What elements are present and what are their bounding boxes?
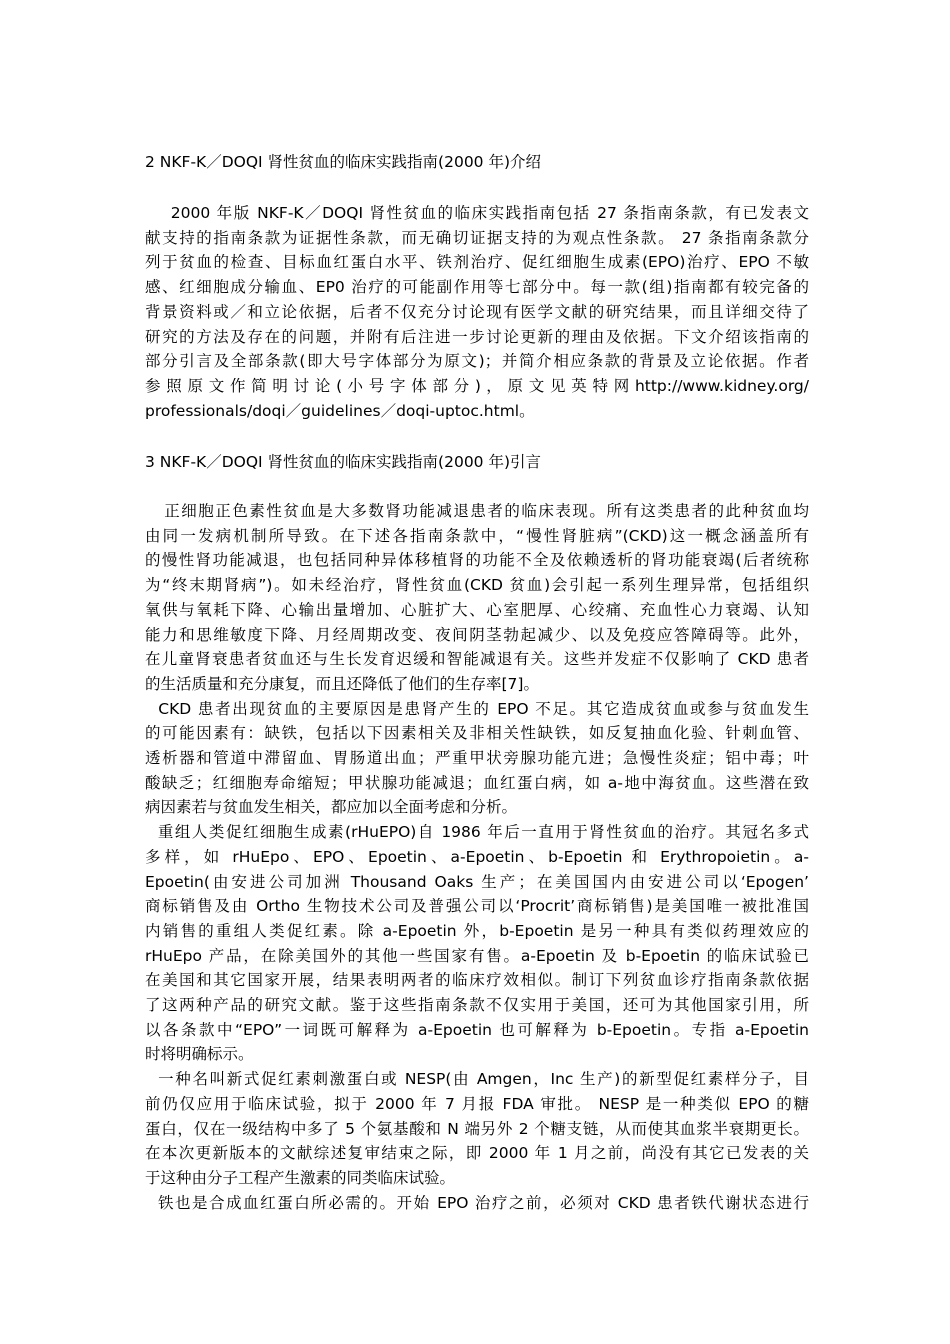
text-line: 前仍仅应用于临床试验，拟于 2000 年 7 月报 FDA 审批。 NESP 是一种类似 EPO 的糖	[145, 1094, 809, 1113]
text-line: 列于贫血的检查、目标血红蛋白水平、铁剂治疗、促红细胞生成素(EPO)治疗、EPO 不敏	[145, 253, 809, 272]
text-line: 商标销售及由 Ortho 生物技术公司及普强公司以‘Procrit’商标销售)是美国唯一被批准国	[145, 897, 809, 916]
text-line: 参 照 原 文 作 简 明 讨 论 ( 小 号 字 体 部 分 ) ， 原 文 见 英 特 网 http://www.kidney.org/	[145, 376, 809, 395]
text-line: 部分引言及全部条款(即大号字体部分为原文)；并简介相应条款的背景及立论依据。作者	[145, 352, 809, 371]
text-line: 研究的方法及存在的问题，并附有后注进一步讨论更新的理由及依据。下文介绍该指南的	[145, 327, 809, 346]
text-line: 在本次更新版本的文献综述复审结束之际，即 2000 年 1 月之前，尚没有其它已发表的关	[145, 1144, 809, 1163]
text-line: 内销售的重组人类促红素。除 a-Epoetin 外，b-Epoetin 是另一种具有类似药理效应的	[145, 921, 809, 940]
text-line: 在美国和其它国家开展，结果表明两者的临床疗效相似。制订下列贫血诊疗指南条款依据	[145, 971, 809, 990]
text-line: 蛋白，仅在一级结构中多了 5 个氨基酸和 N 端另外 2 个糖支链，从而使其血浆半衰期更长。	[145, 1119, 809, 1138]
text-line: 酸缺乏；红细胞寿命缩短；甲状腺功能减退；血红蛋白病，如 a-地中海贫血。这些潜在致	[145, 773, 809, 792]
text-line: 透析器和管道中滞留血、胃肠道出血；严重甲状旁腺功能亢进；急慢性炎症；铝中毒；叶	[145, 749, 809, 767]
text-line: 一种名叫新式促红素刺激蛋白或 NESP(由 Amgen，Inc 生产)的新型促红素样分子，目	[145, 1070, 809, 1089]
text-line: 以各条款中“EPO”一词既可解释为 a-Epoetin 也可解释为 b-Epoetin。专指 a-Epoetin	[145, 1020, 809, 1039]
text-line: 由同一发病机制所导致。在下述各指南条款中，“慢性肾脏病”(CKD)这一概念涵盖所有	[145, 526, 809, 545]
text-line: 的慢性肾功能减退，也包括同种异体移植肾的功能不全及依赖透析的肾功能衰竭(后者统称	[145, 551, 809, 570]
text-line: CKD 患者出现贫血的主要原因是患肾产生的 EPO 不足。其它造成贫血或参与贫血发生	[145, 699, 809, 718]
text-line: 病因素若与贫血发生相关，都应加以全面考虑和分析。	[145, 798, 518, 817]
text-line: 献支持的指南条款为证据性条款，而无确切证据支持的为观点性条款。 27 条指南条款分	[145, 228, 809, 247]
text-line: 2000 年版 NKF-K／DOQI 肾性贫血的临床实践指南包括 27 条指南条款，有已发表文	[145, 204, 809, 222]
text-line: 铁也是合成血红蛋白所必需的。开始 EPO 治疗之前，必须对 CKD 患者铁代谢状态进行	[145, 1193, 809, 1212]
text-line: 于这种由分子工程产生激素的同类临床试验。	[145, 1168, 456, 1187]
text-line: 的可能因素有：缺铁，包括以下因素相关及非相关性缺铁，如反复抽血化验、针刺血管、	[145, 724, 809, 743]
text-line: professionals/doqi／guidelines／doqi-uptoc.html。	[145, 401, 535, 420]
text-line: 在儿童肾衰患者贫血还与生长发育迟缓和智能减退有关。这些并发症不仅影响了 CKD 患者	[145, 650, 809, 669]
text-line: 时将明确标示。	[145, 1045, 254, 1064]
text-line: 了这两种产品的研究文献。鉴于这些指南条款不仅实用于美国，还可为其他国家引用，所	[145, 996, 809, 1014]
text-line: 正细胞正色素性贫血是大多数肾功能减退患者的临床表现。所有这类患者的此种贫血均	[145, 502, 809, 520]
text-line: 感、红细胞成分输血、EP0 治疗的可能副作用等七部分中。每一款(组)指南都有较完备的	[145, 278, 809, 297]
section-2-heading: 2 NKF-K／DOQI 肾性贫血的临床实践指南(2000 年)介绍	[145, 153, 542, 171]
text-line: 为“终末期肾病”)。如未经治疗，肾性贫血(CKD 贫血)会引起一系列生理异常，包括组织	[145, 576, 809, 595]
text-line: Epoetin(由安进公司加洲 Thousand Oaks 生产；在美国国内由安进公司以‘Epogen’	[145, 872, 809, 891]
text-line: rHuEpo 产品，在除美国外的其他一些国家有售。a-Epoetin 及 b-Epoetin 的临床试验已	[145, 946, 809, 965]
text-line: 氧供与氧耗下降、心输出量增加、心脏扩大、心室肥厚、心绞痛、充血性心力衰竭、认知	[145, 600, 809, 619]
text-line: 的生活质量和充分康复，而且还降低了他们的生存率[7]。	[145, 674, 539, 693]
text-line: 多样，如 rHuEpo、EPO、Epoetin、a-Epoetin、b-Epoetin 和 Erythropoietin。a-	[145, 847, 809, 866]
text-line: 背景资料或／和立论依据，后者不仅充分讨论现有医学文献的研究结果，而且详细交待了	[145, 302, 809, 321]
section-3-heading: 3 NKF-K／DOQI 肾性贫血的临床实践指南(2000 年)引言	[145, 453, 542, 471]
text-line: 重组人类促红细胞生成素(rHuEPO)自 1986 年后一直用于肾性贫血的治疗。其冠名多式	[145, 823, 809, 842]
text-line: 能力和思维敏度下降、月经周期改变、夜间阴茎勃起减少、以及免疫应答障碍等。此外，	[145, 625, 809, 644]
